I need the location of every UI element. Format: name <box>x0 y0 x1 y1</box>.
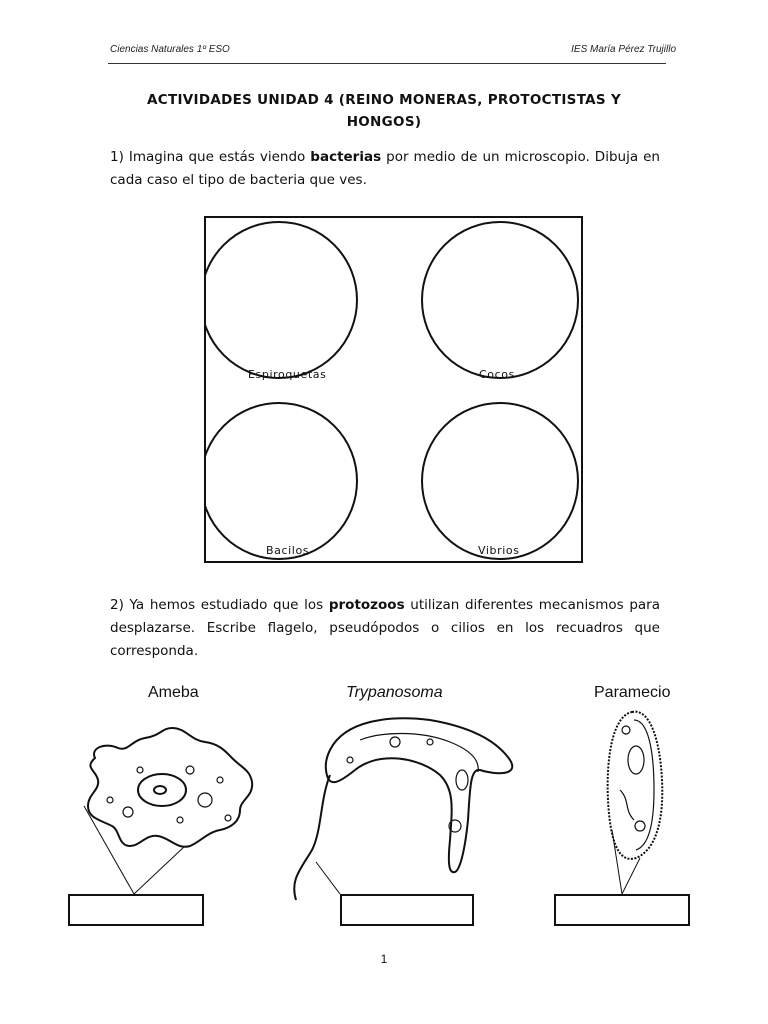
ameba-illustration <box>84 728 252 894</box>
question-1-text-a: 1) Imagina que estás viendo <box>110 149 311 165</box>
organism-name-ameba: Ameba <box>148 684 199 701</box>
answer-box-ameba[interactable] <box>68 894 204 926</box>
answer-box-trypanosoma[interactable] <box>340 894 474 926</box>
organism-name-paramecio: Paramecio <box>594 684 671 701</box>
question-2-text-a: 2) Ya hemos estudiado que los <box>110 597 329 613</box>
title-line-2: HONGOS) <box>346 114 422 130</box>
label-espiroquetas: Espiroquetas <box>248 368 327 381</box>
answer-box-paramecio[interactable] <box>554 894 690 926</box>
header-course: Ciencias Naturales 1º ESO <box>110 44 230 55</box>
paramecio-illustration <box>608 712 663 894</box>
question-2-text-b: utilizan diferentes mecanismos para desplazarse. Escribe flagelo, pseudópodos o cilios en los recuadros que corresponda. <box>110 597 660 659</box>
trypanosoma-illustration <box>294 718 512 900</box>
page-number: 1 <box>380 952 388 966</box>
question-1-keyword: bacterias <box>310 149 382 165</box>
label-vibrios: Vibrios <box>478 544 520 557</box>
question-2-keyword: protozoos <box>328 597 405 613</box>
title-line-1: ACTIVIDADES UNIDAD 4 (REINO MONERAS, PROTOCTISTAS Y <box>146 92 622 108</box>
label-bacilos: Bacilos <box>266 544 310 557</box>
header-school: IES María Pérez Trujillo <box>571 44 676 55</box>
label-cocos: Cocos <box>479 368 515 381</box>
question-1-text-b: por medio de un microscopio. Dibuja en cada caso el tipo de bacteria que ves. <box>110 149 660 188</box>
organism-name-trypanosoma: Trypanosoma <box>346 684 443 701</box>
